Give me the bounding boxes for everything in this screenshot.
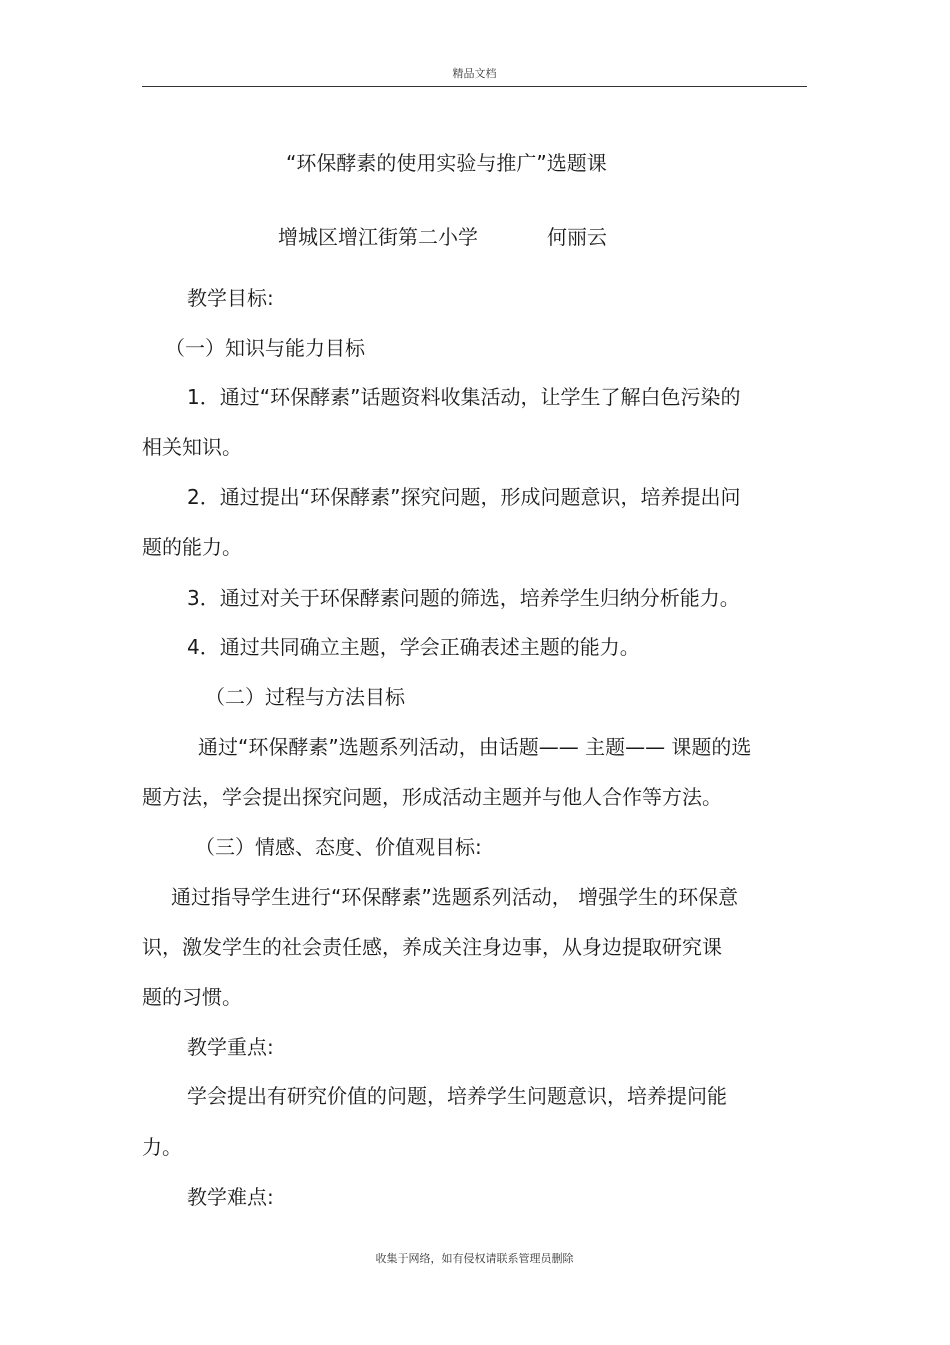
item4-text: 4．通过共同确立主题，学会正确表述主题的能力。 [187, 635, 640, 659]
author-name: 何丽云 [547, 225, 607, 249]
goals-heading: 教学目标: [187, 286, 274, 310]
section1-heading: （一）知识与能力目标 [165, 336, 365, 360]
difficulty-heading: 教学难点: [187, 1185, 274, 1209]
item1-line1: 1．通过“环保酵素”话题资料收集活动，让学生了解白色污染的 [187, 385, 741, 409]
key-points-line2: 力。 [142, 1135, 182, 1159]
item2-line2: 题的能力。 [142, 535, 242, 559]
header-text: 精品文档 [452, 67, 497, 80]
method-line2: 题方法，学会提出探究问题，形成活动主题并与他人合作等方法。 [142, 785, 722, 809]
page-footer [142, 1249, 807, 1269]
key-points-heading: 教学重点: [187, 1035, 274, 1059]
author-school: 增城区增江街第二小学 [278, 225, 478, 249]
item1-line2: 相关知识。 [142, 435, 242, 459]
document-title: “环保酵素的使用实验与推广”选题课 [286, 151, 607, 175]
method-line1: 通过“环保酵素”选题系列活动，由话题—— 主题—— 课题的选 [198, 735, 752, 759]
item2-line1: 2．通过提出“环保酵素”探究问题，形成问题意识，培养提出问 [187, 485, 741, 509]
key-points-line1: 学会提出有研究价值的问题，培养学生问题意识，培养提问能 [187, 1084, 727, 1108]
page-header [142, 64, 807, 87]
footer-text: 收集于网络，如有侵权请联系管理员删除 [375, 1252, 574, 1265]
item3-text: 3．通过对关于环保酵素问题的筛选，培养学生归纳分析能力。 [187, 586, 740, 610]
emotion-line3: 题的习惯。 [142, 985, 242, 1009]
section3-heading: （三）情感、态度、价值观目标: [195, 835, 482, 859]
emotion-line2: 识，激发学生的社会责任感，养成关注身边事，从身边提取研究课 [142, 935, 722, 959]
section2-heading: （二）过程与方法目标 [205, 685, 405, 709]
emotion-line1: 通过指导学生进行“环保酵素”选题系列活动， 增强学生的环保意 [171, 885, 739, 909]
